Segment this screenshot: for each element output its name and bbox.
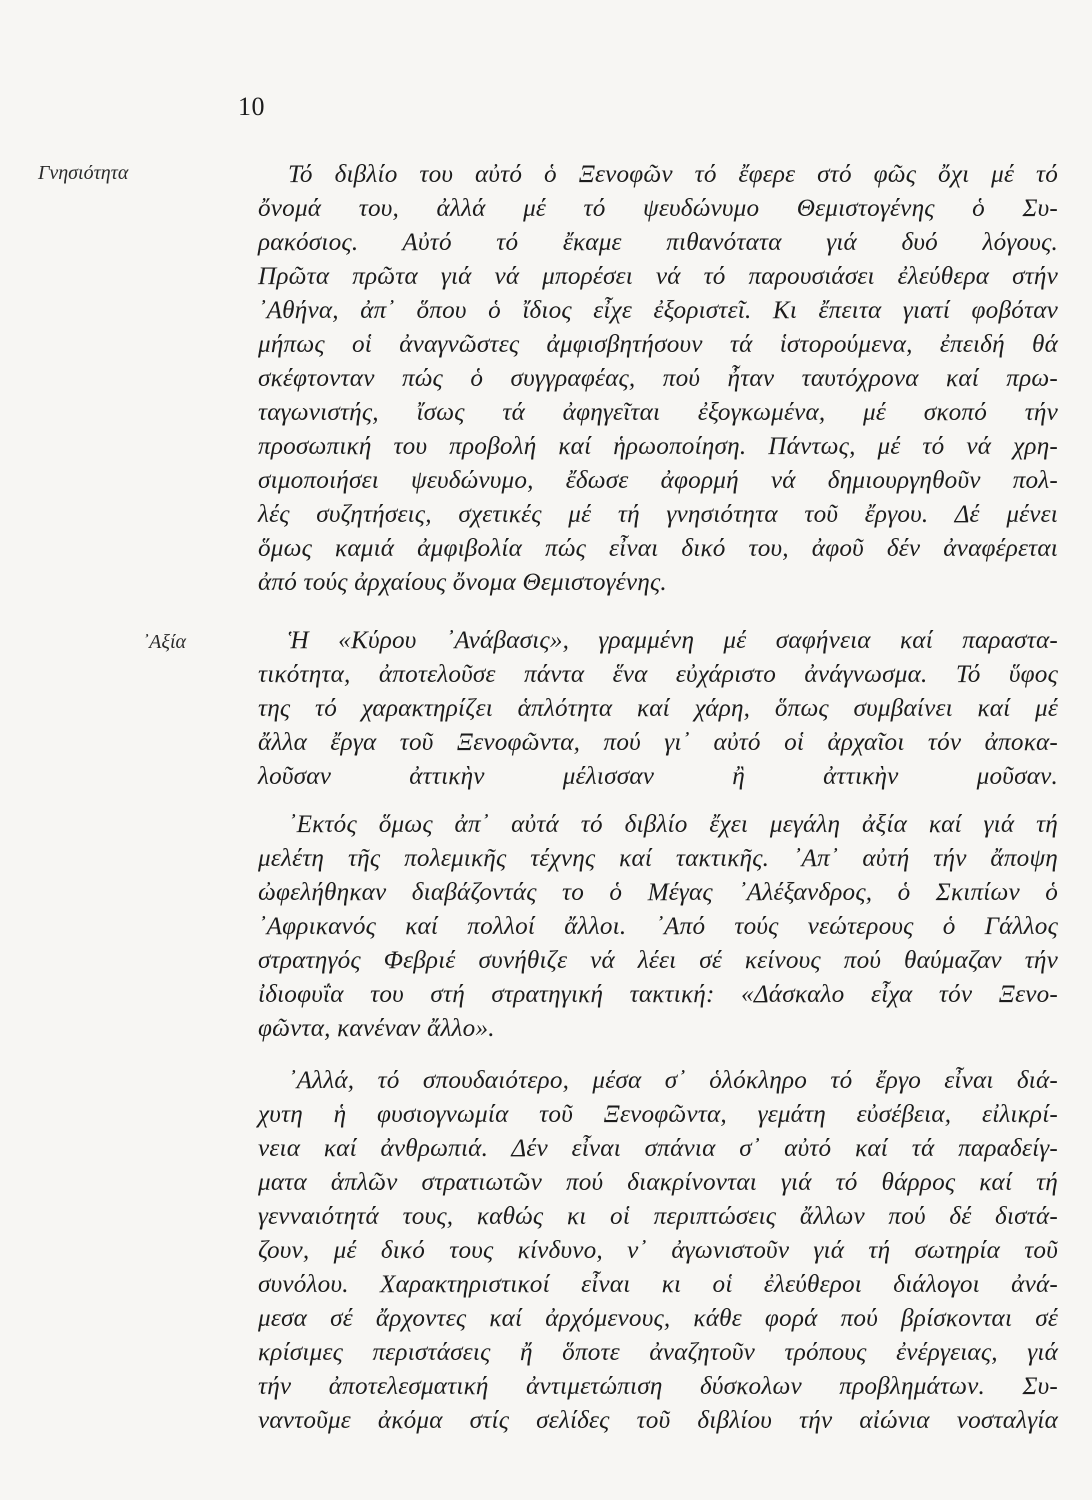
text-line: ὄνομά του, ἀλλά μέ τό ψευδώνυμο Θεμιστογένης ὁ Συ- <box>258 195 1058 222</box>
text-line: Ἡ «Κύρου ᾿Ανάβασις», γραμμένη μέ σαφήνεια καί παραστα- <box>288 627 1058 654</box>
text-line: προσωπική του προβολή καί ἡρωοποίηση. Πάντως, μέ τό νά χρη- <box>258 433 1058 460</box>
text-line: κρίσιμες περιστάσεις ἤ ὅποτε ἀναζητοῦν τρόπους ἐνέργειας, γιά <box>258 1339 1058 1366</box>
text-line: γενναιότητά τους, καθώς κι οἱ περιπτώσεις ἄλλων πού δέ διστά- <box>258 1203 1058 1230</box>
text-line: ᾿Αφρικανός καί πολλοί ἄλλοι. ᾿Από τούς νεώτερους ὁ Γάλλος <box>258 913 1058 940</box>
text-line: ἄλλα ἔργα τοῦ Ξενοφῶντα, πού γι᾿ αὐτό οἱ ἀρχαῖοι τόν ἀποκα- <box>258 729 1058 756</box>
text-line: ᾿Εκτός ὅμως ἀπ᾿ αὐτά τό διβλίο ἔχει μεγάλη ἀξία καί γιά τή <box>288 811 1058 838</box>
text-line: ἀπό τούς ἀρχαίους ὄνομα Θεμιστογένης. <box>258 569 667 596</box>
text-line: ζουν, μέ δικό τους κίνδυνο, ν᾿ ἀγωνιστοῦν γιά τή σωτηρία τοῦ <box>258 1237 1058 1264</box>
text-line: στρατηγός Φεβριέ συνήθιζε νά λέει σέ κείνους πού θαύμαζαν τήν <box>258 947 1058 974</box>
text-line: συνόλου. Χαρακτηριστικοί εἶναι κι οἱ ἐλεύθεροι διάλογοι ἀνά- <box>258 1271 1058 1298</box>
text-line: ταγωνιστής, ἴσως τά ἀφηγεῖται ἐξογκωμένα, μέ σκοπό τήν <box>258 399 1058 426</box>
text-line: λές συζητήσεις, σχετικές μέ τή γνησιότητα τοῦ ἔργου. Δέ μένει <box>258 501 1058 528</box>
text-line: λοῦσαν ἀττικὴν μέλισσαν ἢ ἀττικὴν μοῦσαν. <box>258 763 1058 790</box>
text-line: φῶντα, κανέναν ἄλλο». <box>258 1015 495 1042</box>
text-line: της τό χαρακτηρίζει ἁπλότητα καί χάρη, ὅπως συμβαίνει καί μέ <box>258 695 1058 722</box>
text-line: σκέφτονταν πώς ὁ συγγραφέας, πού ἦταν ταυτόχρονα καί πρω- <box>258 365 1058 392</box>
text-line: σιμοποιήσει ψευδώνυμο, ἔδωσε ἀφορμή νά δημιουργηθοῦν πολ- <box>258 467 1058 494</box>
text-line: Πρῶτα πρῶτα γιά νά μπορέσει νά τό παρουσιάσει ἐλεύθερα στήν <box>258 263 1058 290</box>
text-line: χυτη ἡ φυσιογνωμία τοῦ Ξενοφῶντα, γεμάτη εὐσέβεια, εἰλικρί- <box>258 1101 1058 1128</box>
text-line: μεσα σέ ἄρχοντες καί ἀρχόμενους, κάθε φορά πού βρίσκονται σέ <box>258 1305 1058 1332</box>
text-line: μελέτη τῆς πολεμικῆς τέχνης καί τακτικῆς. ᾿Απ᾿ αὐτή τήν ἄποψη <box>258 845 1058 872</box>
text-line: μήπως οἱ ἀναγνῶστες ἀμφισβητήσουν τά ἱστορούμενα, ἐπειδή θά <box>258 331 1058 358</box>
text-line: ᾿Αθήνα, ἀπ᾿ ὅπου ὁ ἴδιος εἶχε ἐξοριστεῖ. Κι ἔπειτα γιατί φοβόταν <box>258 297 1058 324</box>
margin-note-value: ᾿Αξία <box>142 631 186 653</box>
text-line: νεια καί ἀνθρωπιά. Δέν εἶναι σπάνια σ᾿ αὐτό καί τά παραδείγ- <box>258 1135 1058 1162</box>
text-line: ὠφελήθηκαν διαβάζοντάς το ὁ Μέγας ᾿Αλέξανδρος, ὁ Σκιπίων ὁ <box>258 879 1058 906</box>
text-line: ματα ἁπλῶν στρατιωτῶν πού διακρίνονται γιά τό θάρρος καί τή <box>258 1169 1058 1196</box>
page-number: 10 <box>238 92 265 121</box>
text-line: ᾿Αλλά, τό σπουδαιότερο, μέσα σ᾿ ὁλόκληρο τό ἔργο εἶναι διά- <box>288 1067 1058 1094</box>
text-line: ρακόσιος. Αὐτό τό ἔκαμε πιθανότατα γιά δυό λόγους. <box>258 229 1058 256</box>
text-line: ναντοῦμε ἀκόμα στίς σελίδες τοῦ διβλίου τήν αἰώνια νοσταλγία <box>258 1407 1058 1434</box>
text-line: τικότητα, ἀποτελοῦσε πάντα ἕνα εὐχάριστο ἀνάγνωσμα. Τό ὕφος <box>258 661 1058 688</box>
text-line: τήν ἀποτελεσματική ἀντιμετώπιση δύσκολων προβλημάτων. Συ- <box>258 1373 1058 1400</box>
text-line: ἰδιοφυΐα του στή στρατηγική τακτική: «Δάσκαλο εἶχα τόν Ξενο- <box>258 981 1058 1008</box>
margin-note-authenticity: Γνησιότητα <box>38 162 129 184</box>
text-line: ὅμως καμιά ἀμφιβολία πώς εἶναι δικό του, ἀφοῦ δέν ἀναφέρεται <box>258 535 1058 562</box>
text-line: Τό διβλίο του αὐτό ὁ Ξενοφῶν τό ἔφερε στό φῶς ὄχι μέ τό <box>288 161 1058 188</box>
